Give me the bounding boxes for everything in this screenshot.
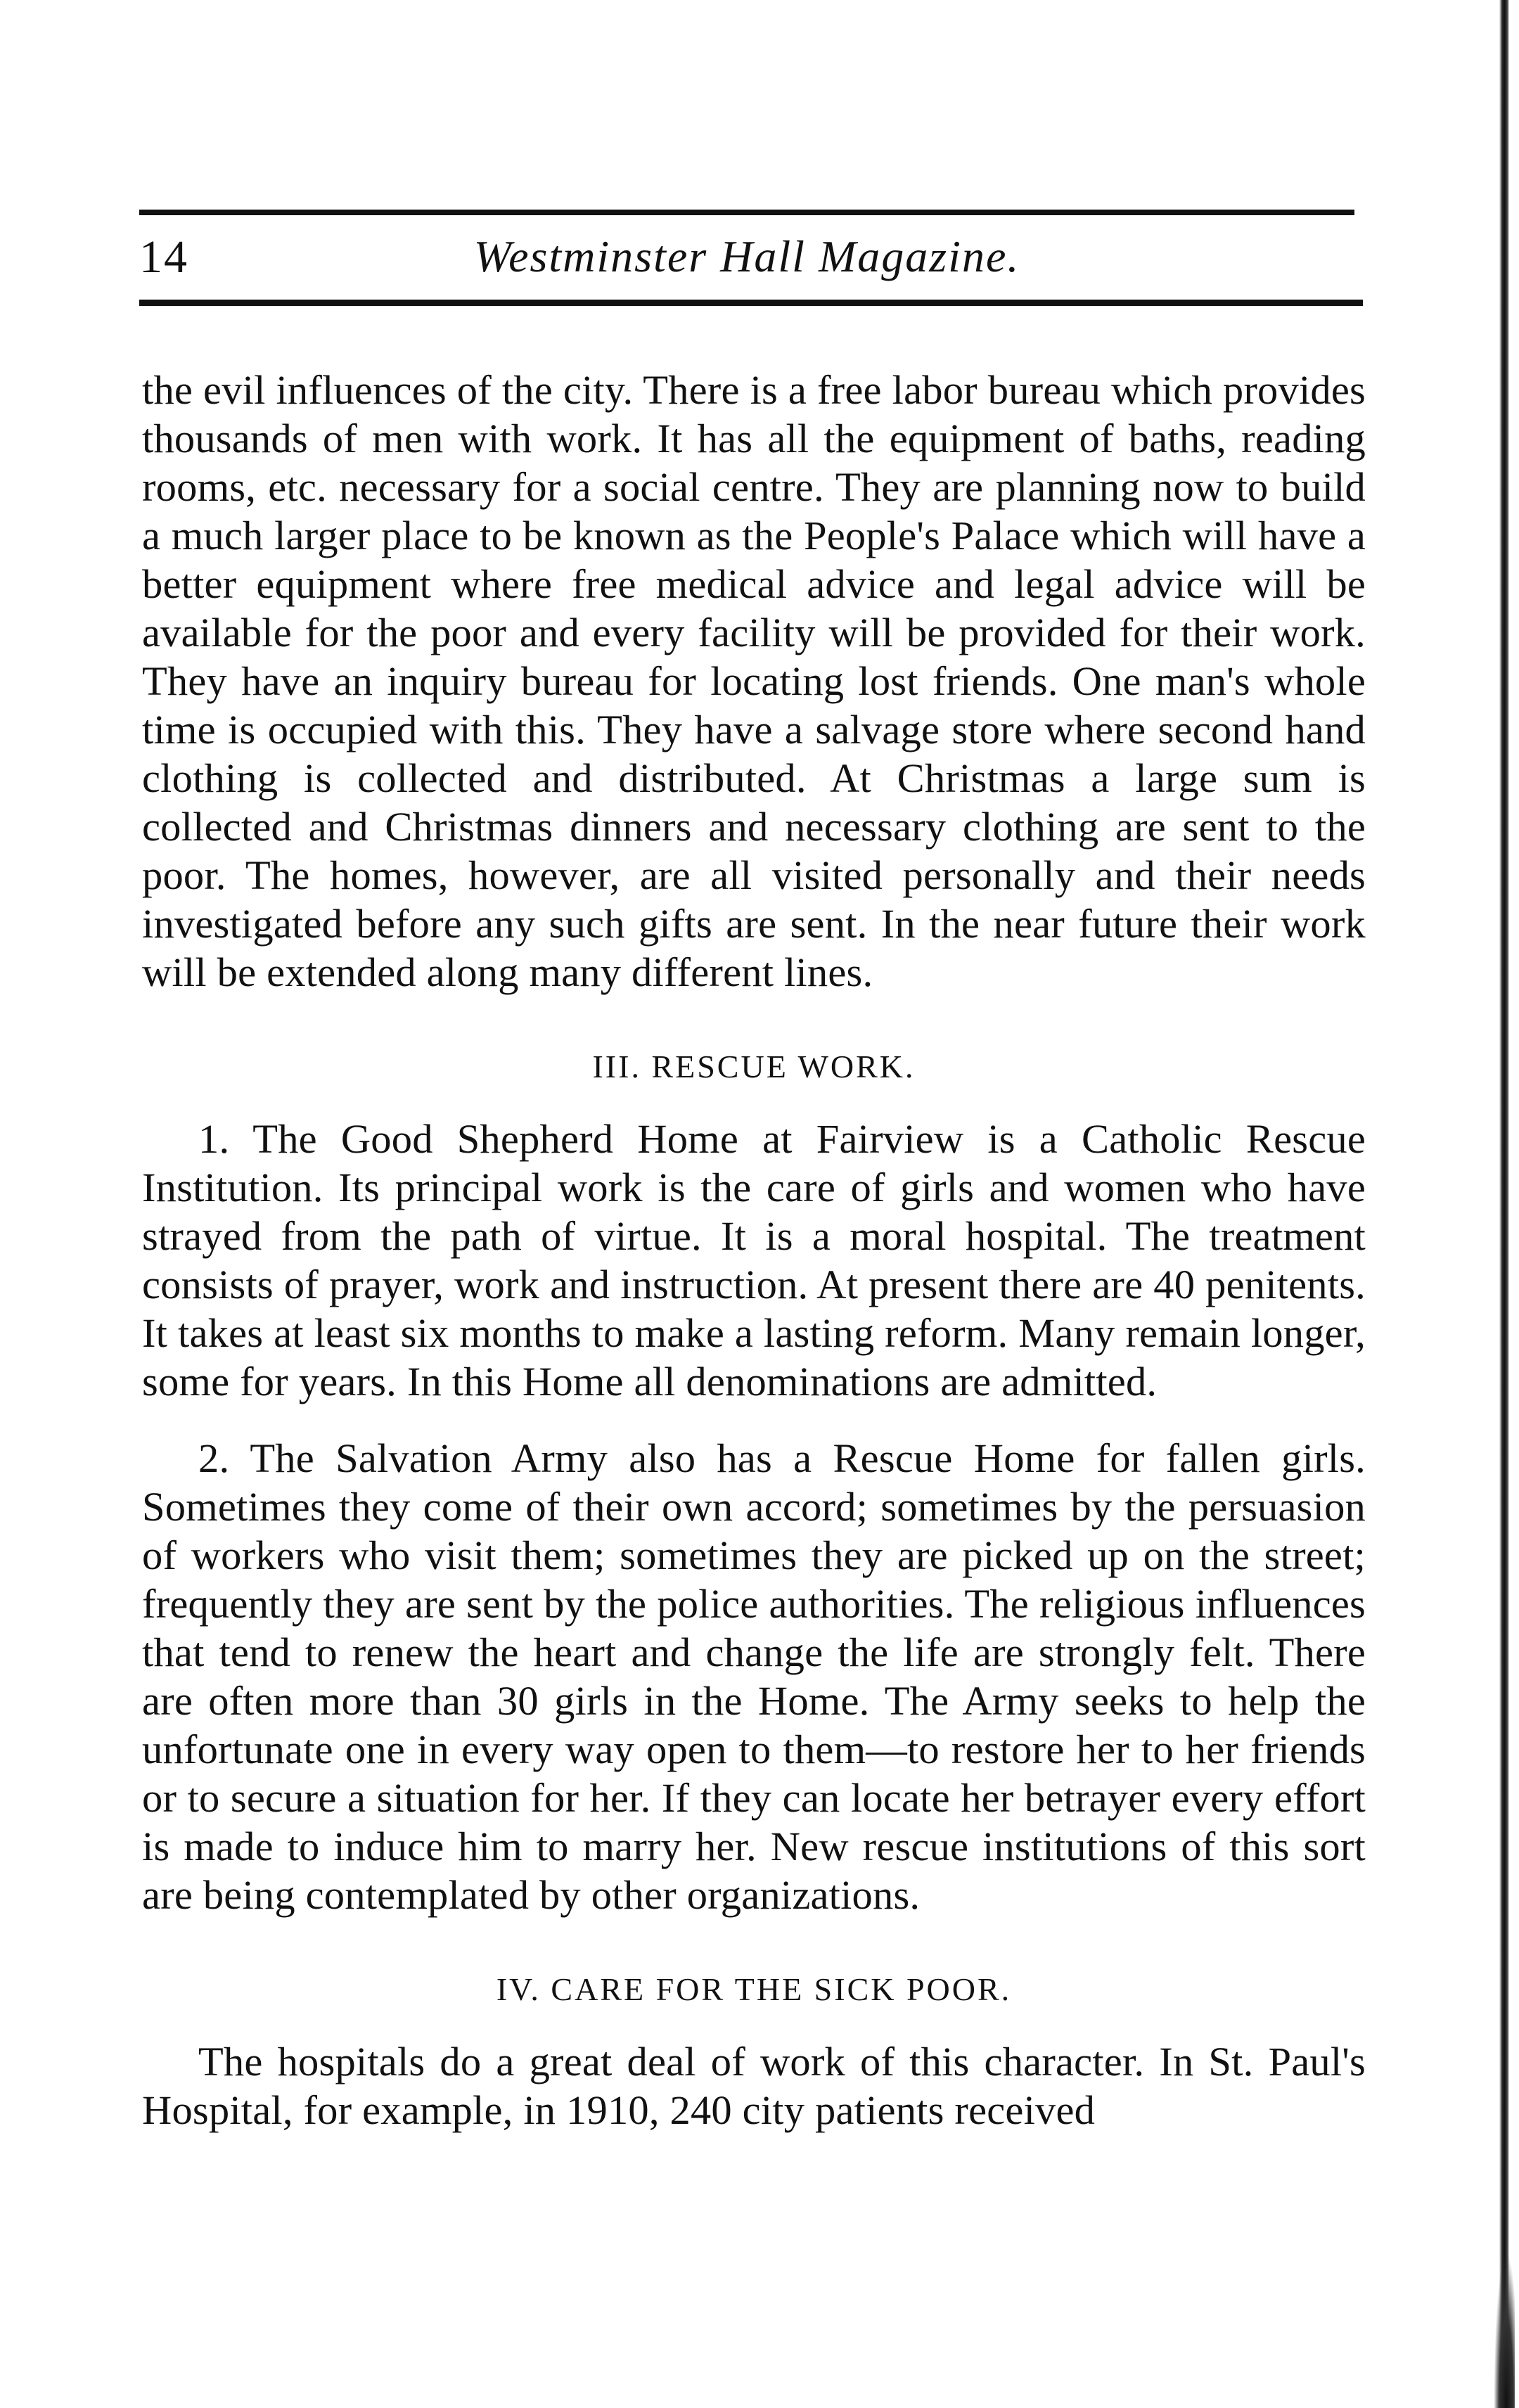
paragraph-salvation-army: 2. The Salvation Army also has a Rescue Home for fallen girls. Sometimes they come of their own accord; sometimes by the persuasion of workers who visit them; sometimes they are picked up on the street; frequently they are sent by the police authorities. The religious influences that tend to renew the heart and change the life are strongly felt. There are often more than 30 girls in the Home. The Army seeks to help the unfortunate one in every way open to them—to restore her to her friends or to secure a situation for her. If they can locate her betrayer every effort is made to induce him to marry her. New rescue institutions of this sort are being contemplated by other organizations.: [142, 1435, 1366, 1918]
section-heading-sick-poor: IV. CARE FOR THE SICK POOR.: [496, 1971, 1012, 2007]
paragraph-good-shepherd: 1. The Good Shepherd Home at Fairview is a Catholic Rescue Institution. Its principal work is the care of girls and women who have strayed from the path of virtue. It is a moral hospital. The treatment consists of prayer, work and instruction. At present there are 40 penitents. It takes at least six months to make a lasting reform. Many remain longer, some for years. In this Home all denominations are admitted.: [142, 1116, 1366, 1404]
section-heading-rescue-work: III. RESCUE WORK.: [592, 1049, 916, 1084]
continuation-paragraph: the evil influences of the city. There is a free labor bureau which provides thousands of men with work. It has all the equipment of baths, reading rooms, etc. necessary for a social centre. They are planning now to build a much larger place to be known as the People's Palace which will have a better equipment where free medical advice and legal advice will be available for the poor and every facility will be provided for their work. They have an inquiry bureau for locating lost friends. One man's whole time is occupied with this. They have a salvage store where second hand clothing is collected and distributed. At Christmas a large sum is collected and Christmas dinners and necessary clothing are sent to the poor. The homes, however, are all visited personally and their needs investigated before any such gifts are sent. In the near future their work will be extended along many different lines.: [142, 367, 1366, 995]
page-edge-shadow: [1499, 0, 1509, 2408]
page-header: [139, 225, 1354, 295]
header-top-rule: [139, 210, 1354, 215]
page-edge-smudge: [1494, 2250, 1515, 2408]
header-bottom-rule: [139, 300, 1363, 306]
running-title: Westminster Hall Magazine.: [473, 231, 1020, 281]
page-number: 14: [139, 231, 188, 283]
body-text: [142, 366, 1366, 2134]
paragraph-hospitals: The hospitals do a great deal of work of this character. In St. Paul's Hospital, for example, in 1910, 240 city patients received: [142, 2039, 1366, 2133]
